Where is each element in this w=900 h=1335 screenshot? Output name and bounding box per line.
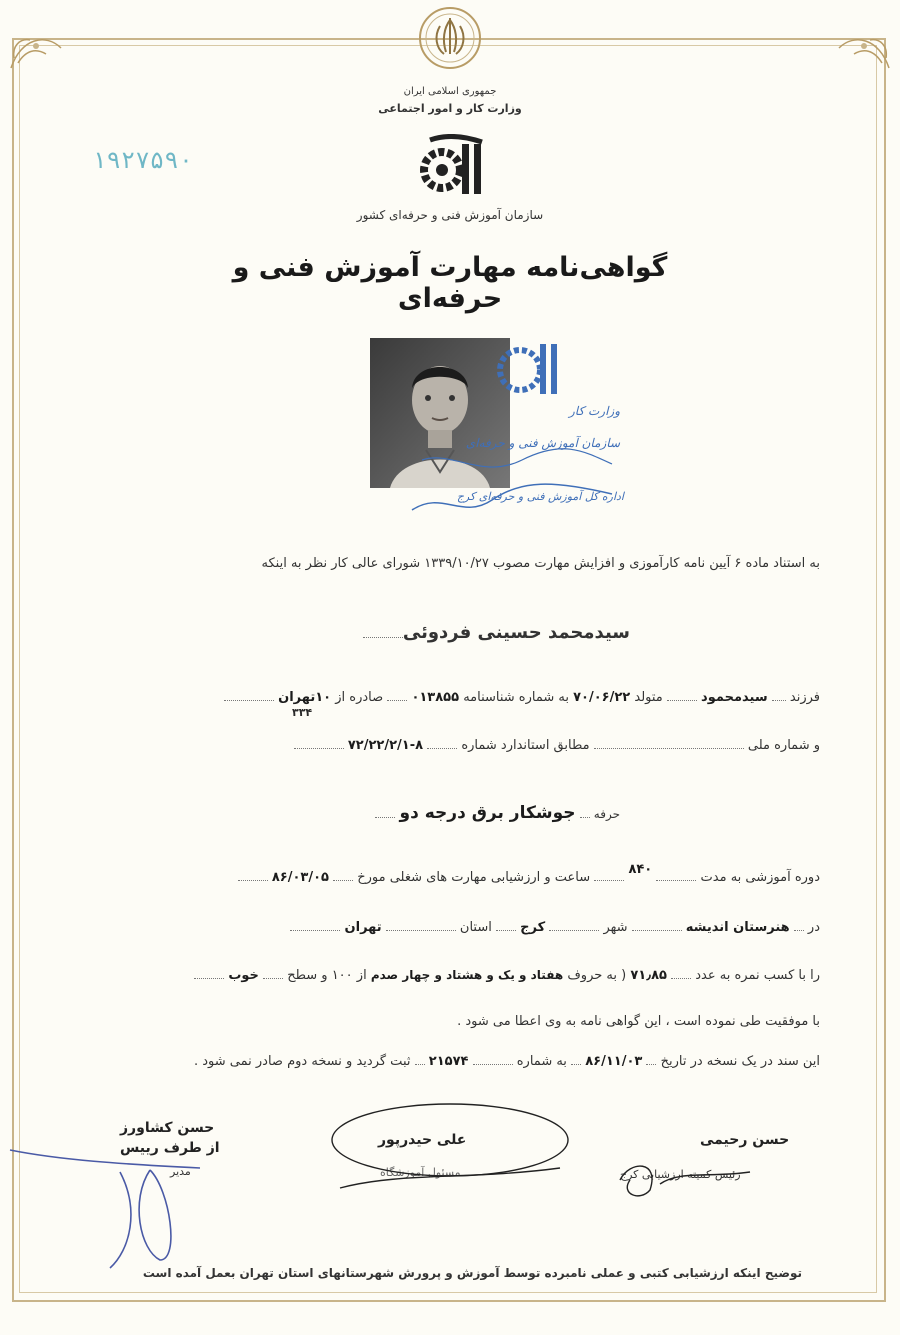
father-name: سیدمحمود	[701, 690, 768, 705]
birth-date: ۷۰/۰۶/۲۲	[573, 690, 631, 705]
level-value: خوب	[228, 968, 259, 983]
left-signature-scribble	[0, 1110, 230, 1280]
center-signer-name: علی حیدرپور	[378, 1132, 467, 1148]
center-signature-scribble	[320, 1092, 580, 1202]
id-number-extra: ۳۳۴	[292, 706, 313, 719]
province-name: تهران	[344, 920, 382, 935]
city-name: کرج	[520, 920, 546, 935]
registry-number: ۲۱۵۷۴	[428, 1054, 469, 1069]
center-signer-title: مسئول آموزشگاه	[380, 1166, 461, 1179]
stamp-line-1: وزارت کار	[569, 404, 620, 418]
stamp-line-3: اداره کل آموزش فنی و حرفه‌ای کرج	[456, 490, 624, 503]
footer-note: توضیح اینکه ارزشیابی کتبی و عملی نامبرده توسط آموزش و پرورش شهرستانهای استان تهران بعمل آمده است	[142, 1266, 802, 1280]
parent-line: فرزند سیدمحمود متولد ۷۰/۰۶/۲۲ به شماره شناسنامه ۰۱۳۸۵۵ صادره از ۱۰تهران	[75, 690, 820, 705]
trade-value: جوشکار برق درجه دو	[399, 803, 576, 823]
registry-line: این سند در یک نسخه در تاریخ ۸۶/۱۱/۰۳ به شماره ۲۱۵۷۴ ثبت گردید و نسخه دوم صادر نمی شود .	[194, 1054, 820, 1069]
school-name: هنرستان اندیشه	[685, 920, 790, 935]
top-left-ornament-icon	[6, 28, 66, 78]
holder-name	[363, 622, 630, 643]
completion-text: با موفقیت طی نموده است ، این گواهی نامه به وی اعطا می شود .	[457, 1014, 820, 1029]
certificate-title: گواهی‌نامه مهارت آموزش فنی و حرفه‌ای	[232, 252, 668, 314]
left-signer-title: مدیر	[170, 1165, 191, 1178]
intro-text: به استناد ماده ۶ آیین نامه کارآموزی و افزایش مهارت مصوب ۱۳۳۹/۱۰/۲۷ شورای عالی کار نظر به اینکه	[261, 556, 820, 571]
standard-number: ۸-۷۲/۲۲/۲/۱	[347, 738, 424, 753]
score-words: هفتاد و یک و هشتاد و چهار صدم	[370, 968, 564, 982]
holder-name-value: سیدمحمد حسینی فردوئی	[402, 622, 630, 643]
top-right-ornament-icon	[834, 28, 894, 78]
issued-place: ۱۰تهران	[278, 690, 332, 705]
evaluation-date: ۸۶/۰۳/۰۵	[271, 870, 329, 885]
location-line: در هنرستان اندیشه شهر کرج استان تهران	[75, 920, 820, 935]
course-hours: ۸۴۰	[628, 862, 653, 877]
ministry-text: وزارت کار و امور اجتماعی	[378, 102, 522, 115]
serial-number: ۱۹۲۷۵۹۰	[92, 146, 194, 174]
iran-emblem-icon	[418, 6, 482, 70]
left-signer-name: حسن کشاورز	[120, 1120, 215, 1136]
right-signer-name: حسن رحیمی	[700, 1132, 790, 1148]
right-signer-title: رئیس کمیته ارزشیابی کرج	[620, 1168, 741, 1181]
id-number: ۰۱۳۸۵۵	[411, 690, 460, 705]
registry-date: ۸۶/۱۱/۰۳	[585, 1054, 643, 1069]
trade-line: حرفه جوشکار برق درجه دو	[375, 803, 620, 823]
organization-text: سازمان آموزش فنی و حرفه‌ای کشور	[356, 208, 544, 222]
score-number: ۷۱٫۸۵	[630, 968, 667, 983]
stamp-scribble	[402, 420, 622, 530]
right-signature-scribble	[600, 1150, 800, 1210]
stamp-logo-icon	[488, 332, 568, 402]
stamp-line-2: سازمان آموزش فنی و حرفه‌ای	[465, 436, 620, 450]
organization-logo-icon	[412, 134, 488, 204]
republic-text: جمهوری اسلامی ایران	[403, 86, 497, 97]
left-signer-sub: از طرف رییس	[120, 1140, 220, 1156]
course-line: دوره آموزشی به مدت ۸۴۰ ساعت و ارزشیابی مهارت های شغلی مورخ ۸۶/۰۳/۰۵	[75, 870, 820, 885]
score-line: را با کسب نمره به عدد ۷۱٫۸۵ ( به حروف هفتاد و یک و هشتاد و چهار صدم از ۱۰۰ و سطح خوب	[75, 968, 820, 983]
standard-line: و شماره ملی مطابق استاندارد شماره ۸-۷۲/۲۲/۲/۱	[75, 738, 820, 753]
